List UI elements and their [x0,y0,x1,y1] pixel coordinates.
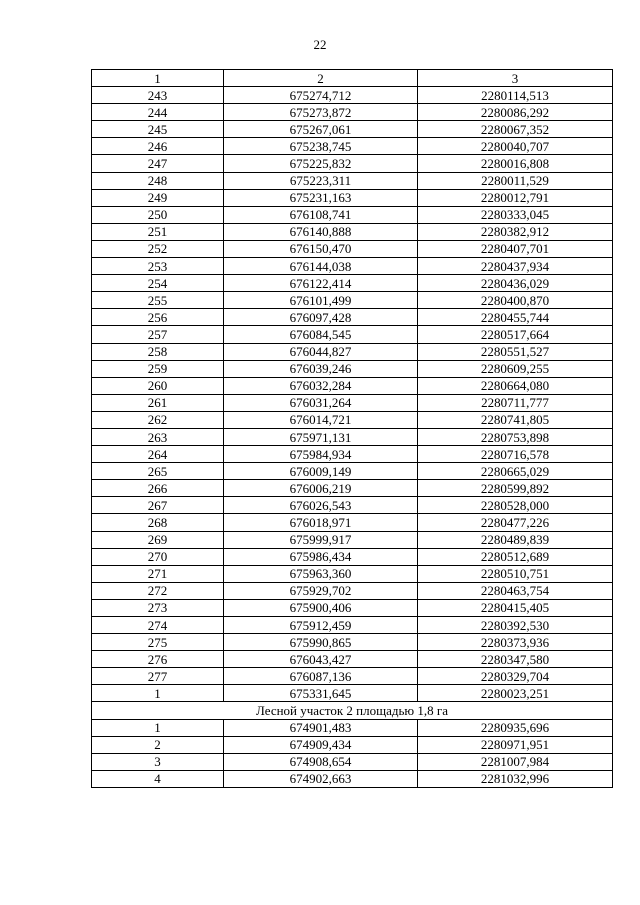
point-number-cell: 260 [92,377,224,394]
table-row [92,343,613,360]
point-number-cell: 271 [92,565,224,582]
y-coordinate-cell: 2280067,352 [418,121,613,138]
point-number-cell: 265 [92,463,224,480]
point-number-cell: 258 [92,343,224,360]
point-number-cell: 270 [92,548,224,565]
x-coordinate-cell: 676084,545 [224,326,418,343]
page-number: 22 [313,37,327,52]
point-number-cell: 274 [92,617,224,634]
point-number-cell: 266 [92,480,224,497]
x-coordinate-cell: 675990,865 [224,634,418,651]
x-coordinate-cell: 676087,136 [224,668,418,685]
point-number-cell: 267 [92,497,224,514]
point-number-cell: 245 [92,121,224,138]
x-coordinate-cell: 674908,654 [224,753,418,770]
x-coordinate-cell: 674901,483 [224,719,418,736]
x-coordinate-cell: 676101,499 [224,292,418,309]
x-coordinate-cell: 676039,246 [224,360,418,377]
y-coordinate-cell: 2280971,951 [418,736,613,753]
point-number-cell: 277 [92,668,224,685]
table-row [92,138,613,155]
table-row [92,685,613,702]
point-number-cell: 254 [92,275,224,292]
point-number-cell: 2 [92,736,224,753]
y-coordinate-cell: 2280512,689 [418,548,613,565]
y-coordinate-cell: 2280477,226 [418,514,613,531]
y-coordinate-cell: 2280436,029 [418,275,613,292]
x-coordinate-cell: 676018,971 [224,514,418,531]
x-coordinate-cell: 675900,406 [224,599,418,616]
point-number-cell: 262 [92,411,224,428]
table-row [92,309,613,326]
y-coordinate-cell: 2280023,251 [418,685,613,702]
y-coordinate-cell: 2280437,934 [418,258,613,275]
y-coordinate-cell: 2280382,912 [418,223,613,240]
y-coordinate-cell: 2280741,805 [418,411,613,428]
x-coordinate-cell: 676097,428 [224,309,418,326]
table-row [92,634,613,651]
x-coordinate-cell: 675912,459 [224,617,418,634]
table-row [92,565,613,582]
x-coordinate-cell: 674909,434 [224,736,418,753]
table-row [92,411,613,428]
y-coordinate-cell: 2280400,870 [418,292,613,309]
point-number-cell: 273 [92,599,224,616]
x-coordinate-cell: 676032,284 [224,377,418,394]
x-coordinate-cell: 675238,745 [224,138,418,155]
table-row [92,480,613,497]
x-coordinate-cell: 676031,264 [224,394,418,411]
table-row [92,172,613,189]
y-coordinate-cell: 2280510,751 [418,565,613,582]
y-coordinate-cell: 2281032,996 [418,770,613,787]
point-number-cell: 256 [92,309,224,326]
y-coordinate-cell: 2280665,029 [418,463,613,480]
x-coordinate-cell: 676108,741 [224,206,418,223]
x-coordinate-cell: 676140,888 [224,223,418,240]
point-number-cell: 272 [92,582,224,599]
point-number-cell: 275 [92,634,224,651]
point-number-cell: 1 [92,719,224,736]
y-coordinate-cell: 2280392,530 [418,617,613,634]
table-row [92,531,613,548]
y-coordinate-cell: 2280040,707 [418,138,613,155]
x-coordinate-cell: 676006,219 [224,480,418,497]
point-number-cell: 253 [92,258,224,275]
y-coordinate-cell: 2280517,664 [418,326,613,343]
table-row [92,719,613,736]
x-coordinate-cell: 676026,543 [224,497,418,514]
table-row [92,599,613,616]
point-number-cell: 247 [92,155,224,172]
point-number-cell: 264 [92,446,224,463]
table-row [92,497,613,514]
y-coordinate-cell: 2280711,777 [418,394,613,411]
table-row [92,223,613,240]
point-number-cell: 252 [92,240,224,257]
y-coordinate-cell: 2280415,405 [418,599,613,616]
x-coordinate-cell: 676144,038 [224,258,418,275]
point-number-cell: 3 [92,753,224,770]
point-number-cell: 250 [92,206,224,223]
y-coordinate-cell: 2280489,839 [418,531,613,548]
table-row [92,155,613,172]
table-row [92,377,613,394]
x-coordinate-cell: 675963,360 [224,565,418,582]
x-coordinate-cell: 675971,131 [224,428,418,445]
x-coordinate-cell: 674902,663 [224,770,418,787]
section-title: Лесной участок 2 площадью 1,8 га [92,702,613,719]
x-coordinate-cell: 675225,832 [224,155,418,172]
table-row [92,753,613,770]
y-coordinate-cell: 2280528,000 [418,497,613,514]
point-number-cell: 268 [92,514,224,531]
y-coordinate-cell: 2280011,529 [418,172,613,189]
y-coordinate-cell: 2281007,984 [418,753,613,770]
x-coordinate-cell: 675986,434 [224,548,418,565]
table-row [92,258,613,275]
section-title-row [92,702,613,719]
x-coordinate-cell: 675331,645 [224,685,418,702]
header-row [92,70,613,87]
table-row [92,275,613,292]
x-coordinate-cell: 676043,427 [224,651,418,668]
point-number-cell: 243 [92,87,224,104]
x-coordinate-cell: 675267,061 [224,121,418,138]
table-row [92,326,613,343]
table-row [92,428,613,445]
y-coordinate-cell: 2280551,527 [418,343,613,360]
x-coordinate-cell: 676014,721 [224,411,418,428]
y-coordinate-cell: 2280753,898 [418,428,613,445]
table-row [92,87,613,104]
table-row [92,394,613,411]
y-coordinate-cell: 2280407,701 [418,240,613,257]
y-coordinate-cell: 2280716,578 [418,446,613,463]
table-row [92,292,613,309]
table-row [92,651,613,668]
table-row [92,548,613,565]
point-number-cell: 4 [92,770,224,787]
point-number-cell: 269 [92,531,224,548]
x-coordinate-cell: 676150,470 [224,240,418,257]
y-coordinate-cell: 2280333,045 [418,206,613,223]
point-number-cell: 1 [92,685,224,702]
y-coordinate-cell: 2280016,808 [418,155,613,172]
point-number-cell: 248 [92,172,224,189]
table-row [92,240,613,257]
point-number-cell: 246 [92,138,224,155]
x-coordinate-cell: 676009,149 [224,463,418,480]
x-coordinate-cell: 675999,917 [224,531,418,548]
y-coordinate-cell: 2280086,292 [418,104,613,121]
point-number-cell: 255 [92,292,224,309]
y-coordinate-cell: 2280012,791 [418,189,613,206]
x-coordinate-cell: 676044,827 [224,343,418,360]
y-coordinate-cell: 2280329,704 [418,668,613,685]
y-coordinate-cell: 2280609,255 [418,360,613,377]
x-coordinate-cell: 676122,414 [224,275,418,292]
table-row [92,617,613,634]
table-row [92,206,613,223]
point-number-cell: 263 [92,428,224,445]
coordinates-table [91,69,613,788]
table-row [92,360,613,377]
y-coordinate-cell: 2280455,744 [418,309,613,326]
table-row [92,770,613,787]
x-coordinate-cell: 675984,934 [224,446,418,463]
x-coordinate-cell: 675231,163 [224,189,418,206]
table-row [92,121,613,138]
table-row [92,463,613,480]
point-number-cell: 251 [92,223,224,240]
y-coordinate-cell: 2280935,696 [418,719,613,736]
y-coordinate-cell: 2280664,080 [418,377,613,394]
header-cell-point: 1 [92,70,224,87]
table-row [92,736,613,753]
x-coordinate-cell: 675223,311 [224,172,418,189]
header-cell-x: 2 [224,70,418,87]
point-number-cell: 244 [92,104,224,121]
point-number-cell: 259 [92,360,224,377]
point-number-cell: 249 [92,189,224,206]
coordinates-table-body [92,70,613,788]
point-number-cell: 261 [92,394,224,411]
point-number-cell: 276 [92,651,224,668]
table-row [92,668,613,685]
table-row [92,104,613,121]
table-row [92,189,613,206]
table-row [92,446,613,463]
y-coordinate-cell: 2280373,936 [418,634,613,651]
x-coordinate-cell: 675273,872 [224,104,418,121]
header-cell-y: 3 [418,70,613,87]
table-row [92,582,613,599]
x-coordinate-cell: 675929,702 [224,582,418,599]
x-coordinate-cell: 675274,712 [224,87,418,104]
table-row [92,514,613,531]
y-coordinate-cell: 2280463,754 [418,582,613,599]
y-coordinate-cell: 2280599,892 [418,480,613,497]
point-number-cell: 257 [92,326,224,343]
y-coordinate-cell: 2280114,513 [418,87,613,104]
y-coordinate-cell: 2280347,580 [418,651,613,668]
